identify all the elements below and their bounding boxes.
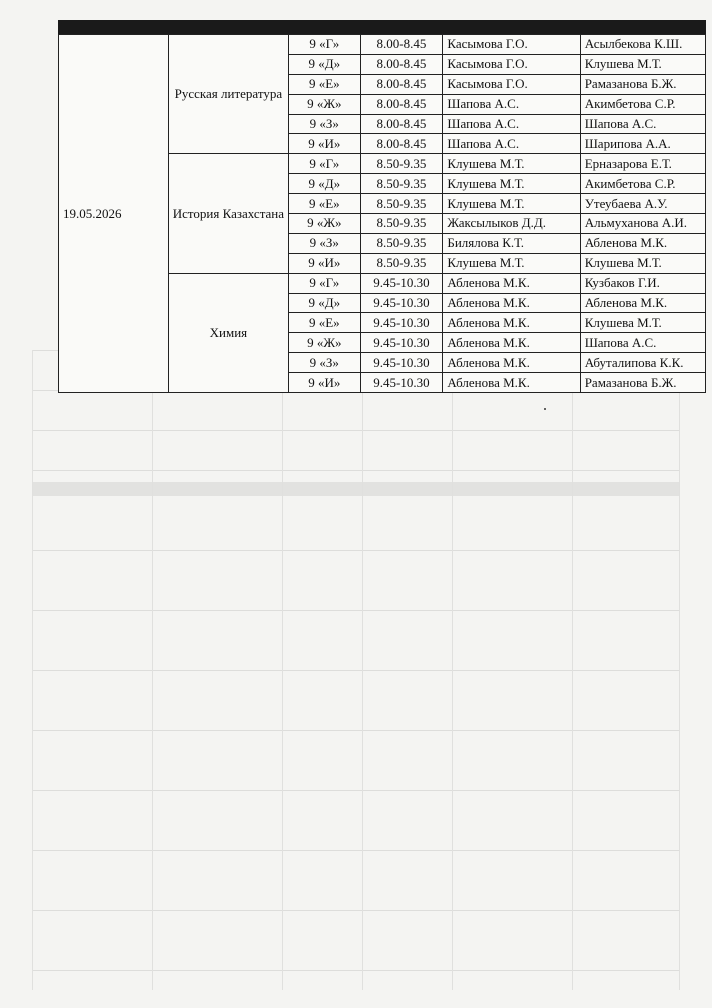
time-cell: 9.45-10.30 [360,273,443,293]
exam-schedule-table [58,34,706,393]
time-cell: 9.45-10.30 [360,333,443,353]
assistant-cell: Ерназарова Е.Т. [580,154,705,174]
class-cell: 9 «Е» [289,194,361,214]
teacher-cell: Жаксылыков Д.Д. [443,214,580,234]
time-cell: 8.50-9.35 [360,253,443,273]
assistant-cell: Кузбаков Г.И. [580,273,705,293]
class-cell: 9 «Г» [289,35,361,55]
time-cell: 8.00-8.45 [360,74,443,94]
teacher-cell: Абленова М.К. [443,333,580,353]
time-cell: 9.45-10.30 [360,293,443,313]
class-cell: 9 «И» [289,253,361,273]
assistant-cell: Асылбекова К.Ш. [580,35,705,55]
teacher-cell: Клушева М.Т. [443,154,580,174]
assistant-cell: Шапова А.С. [580,114,705,134]
teacher-cell: Шапова А.С. [443,134,580,154]
assistant-cell: Клушева М.Т. [580,54,705,74]
teacher-cell: Абленова М.К. [443,313,580,333]
class-cell: 9 «Ж» [289,94,361,114]
time-cell: 8.50-9.35 [360,174,443,194]
class-cell: 9 «Г» [289,273,361,293]
assistant-cell: Абленова М.К. [580,293,705,313]
time-cell: 8.50-9.35 [360,194,443,214]
teacher-cell: Касымова Г.О. [443,35,580,55]
subject-cell: Русская литература [168,35,288,154]
teacher-cell: Абленова М.К. [443,373,580,393]
class-cell: 9 «Е» [289,313,361,333]
time-cell: 8.00-8.45 [360,114,443,134]
subject-cell: Химия [168,273,288,392]
class-cell: 9 «З» [289,353,361,373]
class-cell: 9 «Ж» [289,214,361,234]
speck [544,408,546,410]
teacher-cell: Шапова А.С. [443,114,580,134]
time-cell: 8.00-8.45 [360,35,443,55]
teacher-cell: Касымова Г.О. [443,74,580,94]
class-cell: 9 «Д» [289,174,361,194]
back-page-bleed-through [32,350,680,990]
time-cell: 9.45-10.30 [360,353,443,373]
time-cell: 8.00-8.45 [360,94,443,114]
assistant-cell: Клушева М.Т. [580,313,705,333]
teacher-cell: Касымова Г.О. [443,54,580,74]
assistant-cell: Акимбетова С.Р. [580,94,705,114]
class-cell: 9 «Ж» [289,333,361,353]
class-cell: 9 «И» [289,134,361,154]
assistant-cell: Рамазанова Б.Ж. [580,74,705,94]
exam-date-cell: 19.05.2026 [59,35,169,393]
teacher-cell: Клушева М.Т. [443,174,580,194]
class-cell: 9 «З» [289,233,361,253]
teacher-cell: Клушева М.Т. [443,253,580,273]
time-cell: 8.00-8.45 [360,134,443,154]
assistant-cell: Альмуханова А.И. [580,214,705,234]
time-cell: 9.45-10.30 [360,313,443,333]
teacher-cell: Билялова К.Т. [443,233,580,253]
teacher-cell: Шапова А.С. [443,94,580,114]
assistant-cell: Шапова А.С. [580,333,705,353]
teacher-cell: Абленова М.К. [443,293,580,313]
class-cell: 9 «И» [289,373,361,393]
subject-cell: История Казахстана [168,154,288,273]
class-cell: 9 «З» [289,114,361,134]
assistant-cell: Рамазанова Б.Ж. [580,373,705,393]
time-cell: 8.50-9.35 [360,154,443,174]
assistant-cell: Шарипова А.А. [580,134,705,154]
assistant-cell: Клушева М.Т. [580,253,705,273]
class-cell: 9 «Д» [289,54,361,74]
teacher-cell: Клушева М.Т. [443,194,580,214]
assistant-cell: Абленова М.К. [580,233,705,253]
assistant-cell: Утеубаева А.У. [580,194,705,214]
class-cell: 9 «Г» [289,154,361,174]
assistant-cell: Акимбетова С.Р. [580,174,705,194]
class-cell: 9 «Д» [289,293,361,313]
teacher-cell: Абленова М.К. [443,273,580,293]
time-cell: 9.45-10.30 [360,373,443,393]
time-cell: 8.50-9.35 [360,214,443,234]
time-cell: 8.00-8.45 [360,54,443,74]
table-row [59,35,706,55]
assistant-cell: Абуталипова К.К. [580,353,705,373]
teacher-cell: Абленова М.К. [443,353,580,373]
time-cell: 8.50-9.35 [360,233,443,253]
class-cell: 9 «Е» [289,74,361,94]
